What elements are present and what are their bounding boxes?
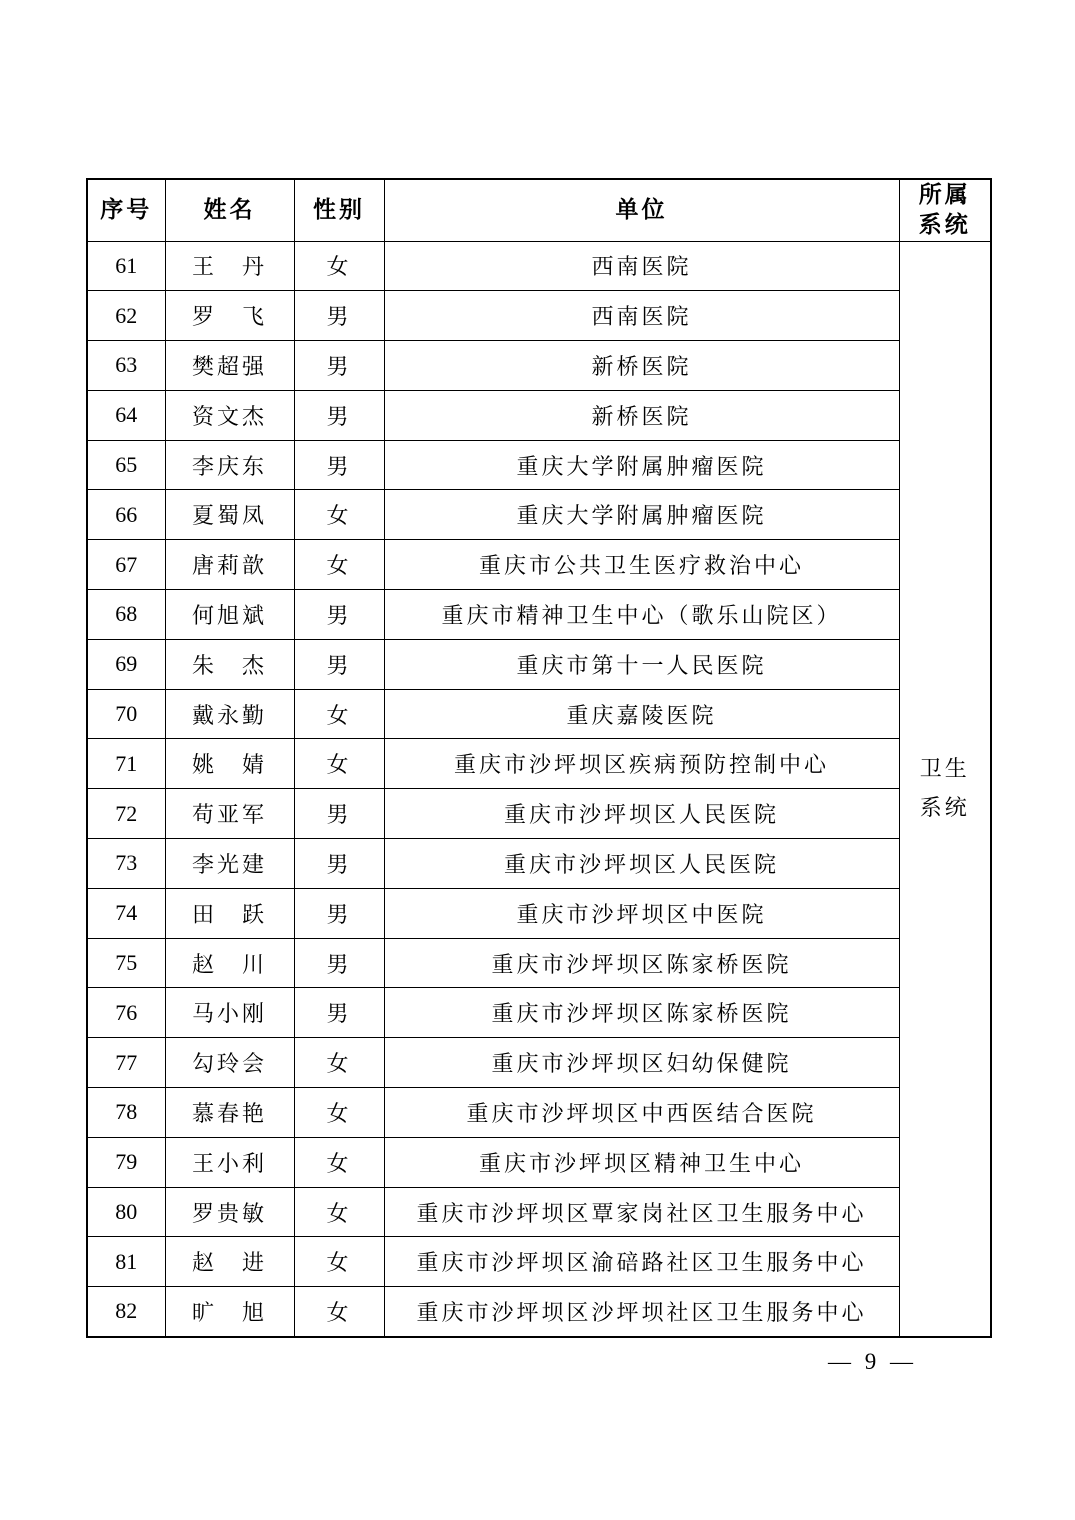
cell-name: 李庆东 <box>165 440 294 490</box>
cell-unit: 新桥医院 <box>384 390 899 440</box>
cell-unit: 重庆市沙坪坝区中西医结合医院 <box>384 1088 899 1138</box>
cell-index: 70 <box>87 689 165 739</box>
cell-index: 67 <box>87 540 165 590</box>
cell-index: 65 <box>87 440 165 490</box>
cell-index: 79 <box>87 1137 165 1187</box>
table-row <box>87 988 991 1038</box>
cell-gender: 男 <box>294 440 384 490</box>
cell-unit: 重庆大学附属肿瘤医院 <box>384 440 899 490</box>
cell-unit: 重庆市沙坪坝区人民医院 <box>384 839 899 889</box>
cell-unit: 西南医院 <box>384 291 899 341</box>
cell-name: 马小刚 <box>165 988 294 1038</box>
cell-index: 66 <box>87 490 165 540</box>
table-row <box>87 291 991 341</box>
cell-name: 王 丹 <box>165 241 294 291</box>
cell-index: 80 <box>87 1187 165 1237</box>
header-affiliation-line1: 所属 <box>918 181 971 208</box>
roster-table <box>86 178 992 1338</box>
cell-name: 慕春艳 <box>165 1088 294 1138</box>
cell-name: 罗贵敏 <box>165 1187 294 1237</box>
cell-gender: 男 <box>294 341 384 391</box>
table-row <box>87 839 991 889</box>
header-name: 姓名 <box>165 179 294 241</box>
table-row <box>87 1038 991 1088</box>
cell-name: 旷 旭 <box>165 1287 294 1337</box>
cell-unit: 重庆市沙坪坝区妇幼保健院 <box>384 1038 899 1088</box>
cell-gender: 男 <box>294 938 384 988</box>
header-affiliation-line2: 系统 <box>918 211 971 238</box>
cell-name: 罗 飞 <box>165 291 294 341</box>
table-row <box>87 241 991 291</box>
cell-unit: 重庆市公共卫生医疗救治中心 <box>384 540 899 590</box>
cell-unit: 重庆嘉陵医院 <box>384 689 899 739</box>
cell-gender: 男 <box>294 390 384 440</box>
cell-unit: 重庆市沙坪坝区疾病预防控制中心 <box>384 739 899 789</box>
cell-unit: 重庆市沙坪坝区沙坪坝社区卫生服务中心 <box>384 1287 899 1337</box>
cell-index: 64 <box>87 390 165 440</box>
cell-name: 田 跃 <box>165 888 294 938</box>
cell-gender: 女 <box>294 1088 384 1138</box>
cell-gender: 男 <box>294 639 384 689</box>
cell-unit: 重庆市沙坪坝区陈家桥医院 <box>384 988 899 1038</box>
table-row <box>87 639 991 689</box>
cell-unit: 重庆市第十一人民医院 <box>384 639 899 689</box>
table-row <box>87 490 991 540</box>
affiliation-cell <box>899 241 991 1337</box>
cell-gender: 男 <box>294 291 384 341</box>
table-row <box>87 789 991 839</box>
table-row <box>87 390 991 440</box>
cell-index: 82 <box>87 1287 165 1337</box>
cell-name: 苟亚军 <box>165 789 294 839</box>
page-number: — 9 — <box>828 1349 917 1374</box>
cell-name: 王小利 <box>165 1137 294 1187</box>
cell-name: 夏蜀凤 <box>165 490 294 540</box>
affiliation-line2: 系统 <box>919 794 970 820</box>
table-row <box>87 590 991 640</box>
cell-unit: 新桥医院 <box>384 341 899 391</box>
cell-gender: 女 <box>294 1187 384 1237</box>
cell-index: 81 <box>87 1237 165 1287</box>
cell-index: 68 <box>87 590 165 640</box>
table-row <box>87 1187 991 1237</box>
cell-index: 77 <box>87 1038 165 1088</box>
cell-unit: 西南医院 <box>384 241 899 291</box>
table-row <box>87 1137 991 1187</box>
cell-unit: 重庆市沙坪坝区人民医院 <box>384 789 899 839</box>
cell-name: 姚 婧 <box>165 739 294 789</box>
cell-gender: 女 <box>294 241 384 291</box>
table-row <box>87 1237 991 1287</box>
cell-index: 76 <box>87 988 165 1038</box>
table-row <box>87 938 991 988</box>
cell-gender: 女 <box>294 689 384 739</box>
cell-unit: 重庆市沙坪坝区渝碚路社区卫生服务中心 <box>384 1237 899 1287</box>
cell-index: 71 <box>87 739 165 789</box>
cell-unit: 重庆市沙坪坝区精神卫生中心 <box>384 1137 899 1187</box>
cell-name: 赵 川 <box>165 938 294 988</box>
cell-name: 勾玲会 <box>165 1038 294 1088</box>
table-row <box>87 540 991 590</box>
table-row <box>87 440 991 490</box>
cell-name: 唐莉歆 <box>165 540 294 590</box>
cell-unit: 重庆大学附属肿瘤医院 <box>384 490 899 540</box>
cell-gender: 女 <box>294 1038 384 1088</box>
table-row <box>87 341 991 391</box>
table-row <box>87 1287 991 1337</box>
cell-gender: 男 <box>294 590 384 640</box>
table-body <box>87 241 991 1337</box>
cell-index: 74 <box>87 888 165 938</box>
cell-name: 樊超强 <box>165 341 294 391</box>
cell-name: 何旭斌 <box>165 590 294 640</box>
header-affiliation <box>899 179 991 241</box>
table-row <box>87 689 991 739</box>
cell-gender: 男 <box>294 839 384 889</box>
cell-name: 赵 进 <box>165 1237 294 1287</box>
cell-name: 李光建 <box>165 839 294 889</box>
header-row <box>87 179 991 241</box>
header-unit: 单位 <box>384 179 899 241</box>
cell-gender: 男 <box>294 988 384 1038</box>
table-row <box>87 739 991 789</box>
affiliation-line1: 卫生 <box>919 756 970 782</box>
cell-gender: 女 <box>294 1137 384 1187</box>
cell-index: 78 <box>87 1088 165 1138</box>
cell-gender: 女 <box>294 1237 384 1287</box>
cell-unit: 重庆市沙坪坝区中医院 <box>384 888 899 938</box>
cell-unit: 重庆市精神卫生中心（歌乐山院区） <box>384 590 899 640</box>
cell-index: 63 <box>87 341 165 391</box>
cell-index: 62 <box>87 291 165 341</box>
cell-gender: 女 <box>294 540 384 590</box>
cell-index: 61 <box>87 241 165 291</box>
header-gender: 性别 <box>294 179 384 241</box>
table-row <box>87 1088 991 1138</box>
cell-index: 72 <box>87 789 165 839</box>
cell-gender: 男 <box>294 789 384 839</box>
cell-unit: 重庆市沙坪坝区覃家岗社区卫生服务中心 <box>384 1187 899 1237</box>
cell-name: 戴永勤 <box>165 689 294 739</box>
cell-name: 资文杰 <box>165 390 294 440</box>
cell-unit: 重庆市沙坪坝区陈家桥医院 <box>384 938 899 988</box>
table-row <box>87 888 991 938</box>
cell-index: 75 <box>87 938 165 988</box>
cell-gender: 男 <box>294 888 384 938</box>
cell-gender: 女 <box>294 490 384 540</box>
cell-name: 朱 杰 <box>165 639 294 689</box>
cell-index: 73 <box>87 839 165 889</box>
header-index: 序号 <box>87 179 165 241</box>
cell-index: 69 <box>87 639 165 689</box>
cell-gender: 女 <box>294 739 384 789</box>
cell-gender: 女 <box>294 1287 384 1337</box>
